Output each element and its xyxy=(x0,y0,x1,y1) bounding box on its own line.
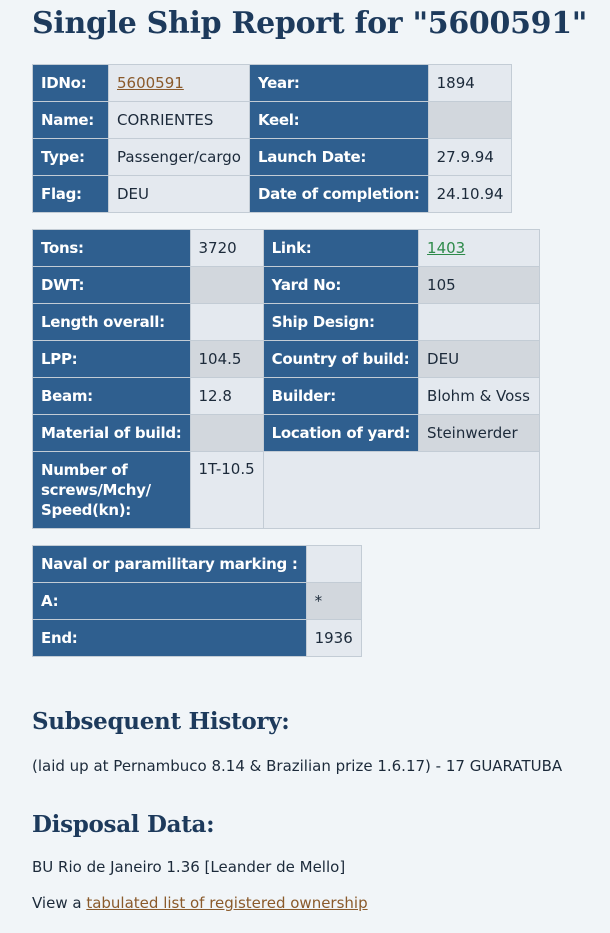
launch-date-label: Launch Date: xyxy=(249,139,428,176)
beam-value: 12.8 xyxy=(190,378,263,415)
subsequent-history-text: (laid up at Pernambuco 8.14 & Brazilian prize 1.6.17) - 17 GUARATUBA xyxy=(32,757,563,775)
length-overall-label: Length overall: xyxy=(33,304,191,341)
table-row xyxy=(33,102,512,139)
flag-label: Flag: xyxy=(33,176,109,213)
yard-no-value: 105 xyxy=(419,267,540,304)
table-row xyxy=(33,378,540,415)
a-value: * xyxy=(306,583,361,620)
a-label: A: xyxy=(33,583,307,620)
ownership-list-link[interactable]: tabulated list of registered ownership xyxy=(86,894,368,912)
table-row xyxy=(33,230,540,267)
table-row xyxy=(33,65,512,102)
ship-design-value xyxy=(419,304,540,341)
dwt-value xyxy=(190,267,263,304)
tons-value: 3720 xyxy=(190,230,263,267)
type-label: Type: xyxy=(33,139,109,176)
link-label: Link: xyxy=(263,230,418,267)
location-of-yard-value: Steinwerder xyxy=(419,415,540,452)
country-of-build-value: DEU xyxy=(419,341,540,378)
table-row xyxy=(33,620,362,657)
disposal-data-text: BU Rio de Janeiro 1.36 [Leander de Mello] xyxy=(32,858,346,876)
lpp-value: 104.5 xyxy=(190,341,263,378)
table-row xyxy=(33,546,362,583)
disposal-data-heading: Disposal Data: xyxy=(32,811,215,838)
table-row xyxy=(33,452,540,529)
year-value: 1894 xyxy=(428,65,512,102)
builder-label: Builder: xyxy=(263,378,418,415)
view-prefix: View a xyxy=(32,894,87,912)
link-1403[interactable]: 1403 xyxy=(427,239,466,257)
naval-marking-label: Naval or paramilitary marking : xyxy=(33,546,307,583)
completion-date-value: 24.10.94 xyxy=(428,176,512,213)
screws-speed-label: Number of screws/Mchy/ Speed(kn): xyxy=(33,452,191,529)
screws-speed-value: 1T-10.5 xyxy=(190,452,263,529)
type-value: Passenger/cargo xyxy=(109,139,250,176)
dwt-label: DWT: xyxy=(33,267,191,304)
tons-label: Tons: xyxy=(33,230,191,267)
end-value: 1936 xyxy=(306,620,361,657)
table-row xyxy=(33,176,512,213)
idno-label: IDNo: xyxy=(33,65,109,102)
name-value: CORRIENTES xyxy=(109,102,250,139)
marking-table xyxy=(32,545,362,657)
idno-value xyxy=(109,65,250,102)
table-row xyxy=(33,304,540,341)
table-row xyxy=(33,267,540,304)
end-label: End: xyxy=(33,620,307,657)
table-row xyxy=(33,415,540,452)
ship-design-label: Ship Design: xyxy=(263,304,418,341)
keel-value xyxy=(428,102,512,139)
subsequent-history-heading: Subsequent History: xyxy=(32,708,290,735)
beam-label: Beam: xyxy=(33,378,191,415)
material-label: Material of build: xyxy=(33,415,191,452)
idno-link[interactable]: 5600591 xyxy=(117,74,184,92)
length-overall-value xyxy=(190,304,263,341)
builder-value: Blohm & Voss xyxy=(419,378,540,415)
name-label: Name: xyxy=(33,102,109,139)
table-row xyxy=(33,341,540,378)
location-of-yard-label: Location of yard: xyxy=(263,415,418,452)
launch-date-value: 27.9.94 xyxy=(428,139,512,176)
naval-marking-value xyxy=(306,546,361,583)
completion-date-label: Date of completion: xyxy=(249,176,428,213)
link-value xyxy=(419,230,540,267)
empty-cell xyxy=(263,452,539,529)
ownership-line xyxy=(32,894,368,912)
page-title: Single Ship Report for "5600591" xyxy=(32,6,588,41)
lpp-label: LPP: xyxy=(33,341,191,378)
flag-value: DEU xyxy=(109,176,250,213)
country-of-build-label: Country of build: xyxy=(263,341,418,378)
table-row xyxy=(33,139,512,176)
yard-no-label: Yard No: xyxy=(263,267,418,304)
ship-details-table xyxy=(32,64,512,213)
year-label: Year: xyxy=(249,65,428,102)
table-row xyxy=(33,583,362,620)
material-value xyxy=(190,415,263,452)
build-details-table xyxy=(32,229,540,529)
keel-label: Keel: xyxy=(249,102,428,139)
